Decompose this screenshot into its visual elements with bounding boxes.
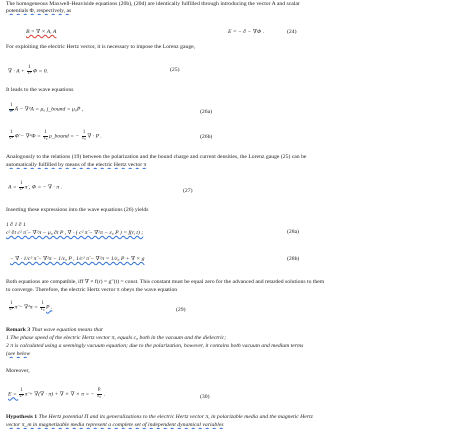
remark-title: Remark 3	[6, 327, 31, 333]
equation-26a	[8, 104, 83, 114]
equation-30-fraction-2-num: P	[97, 388, 101, 393]
equation-26b-fraction-3	[82, 131, 87, 141]
equation-26b-fraction-den: c²	[9, 135, 14, 141]
equation-29-number: (29)	[176, 307, 186, 313]
equation-27-number: (27)	[183, 188, 193, 194]
equation-24-right	[228, 29, 264, 36]
equation-27-fraction-num: 1	[20, 181, 23, 186]
remark-item-2-continued-text: (see below	[6, 351, 31, 357]
equation-26b-number: (26b)	[200, 134, 213, 140]
equation-30-mid: π̈ + ∇(∇ · π) + ∇ × ∇ × π = −	[24, 391, 96, 398]
equation-27-fraction	[19, 182, 24, 192]
paragraph-intro-line-1: The homogeneous Maxwell-Heaviside equations (20b), (20d) are identically fulfilled through introducing the vector A and scalar	[6, 1, 300, 7]
equation-26b-body: Φ̈ − ∇²Φ =	[14, 133, 43, 140]
paragraph-analogous-line-2-text: automatically fulfilled by means of the electric Hertz vector π	[6, 162, 147, 168]
hypothesis-line-1	[6, 414, 450, 421]
equation-27-lhs: A =	[8, 184, 19, 191]
equation-28b	[10, 256, 144, 263]
equation-25-number: (25)	[170, 67, 180, 73]
equation-28a-top	[6, 222, 26, 229]
equation-25	[8, 66, 48, 76]
equation-26b-fraction-2	[43, 131, 48, 141]
equation-29-fraction	[9, 302, 14, 312]
paragraph-wave: It leads to the wave equations	[6, 87, 74, 93]
paragraph-inserting: Inserting these expressions into the wave equations (26) yields	[6, 207, 149, 213]
equation-26a-fraction-den: c²	[9, 108, 14, 114]
equation-28b-text: − ∇ · 1/c² π̈ − ∇²π − 1/ε₀ P , 1/c² π̈ − ∇²π = 1/ε₀ P + ∇ × g	[10, 256, 145, 262]
equation-27	[8, 182, 62, 192]
hypothesis-line-1-text: The Hertz potential Π and its generalizations to the electric Hertz vector π, in polarizable media and the magnetic Hertz	[37, 414, 313, 420]
equation-24-number: (24)	[287, 29, 297, 35]
equation-25-fraction-num: 1	[28, 65, 31, 70]
equation-30-fraction-num: 1	[20, 388, 23, 393]
equation-28a-text: c² ∂t c² π̈ − ∇²π − μ₀ ∂t P , ∇ · ( c² π̈ − ∇²π − ε₀ P ) = f(r, t) ;	[6, 230, 144, 236]
equation-30-number: (30)	[200, 394, 210, 400]
hypothesis-line-2-text: vector π_m in magnetizable media represent a complete set of independent dynamical variables	[6, 422, 224, 428]
equation-26a-fraction	[9, 104, 14, 114]
equation-27-mid: π̇ , Φ = − ∇ · π .	[24, 184, 62, 191]
equation-26b-body-2: ρ_bound = −	[48, 133, 81, 140]
equation-29-fraction-2	[40, 302, 45, 312]
equation-30-fraction-2-den: ε₀	[97, 393, 102, 399]
equation-27-fraction-den: c²	[19, 186, 24, 192]
paragraph-analogous-line-2	[6, 162, 450, 169]
equation-24-left	[26, 29, 56, 36]
paragraph-compatible-line-2: to converge. Therefore, the electric Hertz vector π obeys the wave equation	[6, 287, 178, 293]
paragraph-compatible-line-1: Both equations are compatible, iff ∇ × f(r) = g″(t) = const. This constant must be equal zero for the advanced and retarded solutions to them	[6, 279, 325, 285]
equation-29-fraction-2-den: ε₀	[40, 306, 45, 312]
equation-30	[8, 389, 105, 399]
equation-30-fraction-2	[97, 389, 102, 399]
equation-26a-body: Ä − ∇²A = μ₀ j_bound = μ₀Ṗ ,	[14, 106, 84, 113]
equation-26b-fraction-2-den: ε₀	[43, 135, 48, 141]
equation-29	[8, 302, 52, 312]
paragraph-lorenz: For exploiting the electric Hertz vector, it is necessary to impose the Lorenz gauge,	[6, 44, 196, 50]
equation-25-fraction	[27, 66, 32, 76]
equation-28b-number: (28b)	[287, 256, 300, 262]
paragraph-intro-line-2	[6, 8, 450, 15]
equation-29-fraction-den: c²	[9, 306, 14, 312]
equation-26b-fraction-2-num: 1	[44, 130, 47, 135]
equation-26b-fraction	[9, 131, 14, 141]
hypothesis-title: Hypothesis 1	[6, 414, 38, 420]
paragraph-moreover: Moreover,	[6, 368, 30, 374]
paragraph-intro-line-2-text: potentials Φ, respectively, as	[6, 8, 72, 14]
hypothesis-line-2	[6, 422, 450, 429]
equation-28a-top-text: 1 ∂ 1 ∂ 1	[6, 222, 26, 228]
remark-item-2-continued	[6, 351, 450, 358]
equation-24-right-text: E = − ∂ − ∇Φ .	[228, 29, 265, 35]
remark-item-2: 2 π is calculated using a seemingly vacuum equation; due to the polarization, however, it contains both vacuum and medium terms	[6, 343, 304, 349]
remark-item-1: 1 The phase speed of the electric Hertz vector π, equals c₀ both in the vacuum and the dielectric;	[6, 335, 227, 341]
equation-26a-fraction-num: 1	[10, 103, 13, 108]
equation-30-tail: .	[102, 391, 106, 398]
equation-29-body: π̈ − ∇²π =	[14, 304, 40, 311]
paragraph-analogous-line-1: Analogously to the relations (19) between the polarization and the bound charge and current densities, the Lorenz gauge (25) can be	[6, 154, 307, 160]
equation-26b-fraction-num: 1	[10, 130, 13, 135]
equation-30-lhs: E =	[8, 391, 19, 398]
equation-26b-fraction-3-den: ε₀	[82, 135, 86, 141]
remark-heading	[6, 327, 450, 334]
equation-29-tail: P .	[46, 304, 53, 311]
equation-30-fraction-den: c²	[19, 393, 24, 399]
equation-24-left-text: B = ∇ × A, A	[26, 29, 57, 35]
equation-26b	[8, 131, 102, 141]
equation-29-fraction-num: 1	[10, 301, 13, 306]
equation-28a	[6, 230, 143, 237]
equation-26a-number: (26a)	[200, 109, 212, 115]
equation-26b-fraction-3-num: 1	[82, 130, 86, 135]
equation-25-fraction-den: c²	[27, 70, 32, 76]
equation-30-fraction	[19, 389, 24, 399]
remark-title-tail: That wave equation means that	[30, 327, 103, 333]
equation-26b-body-3: ∇ · P .	[87, 133, 102, 140]
equation-25-lhs: ∇ · A +	[8, 68, 27, 75]
equation-28a-number: (28a)	[287, 229, 299, 235]
equation-29-fraction-2-num: 1	[41, 301, 44, 306]
equation-25-rhs: Φ = 0.	[32, 68, 49, 75]
